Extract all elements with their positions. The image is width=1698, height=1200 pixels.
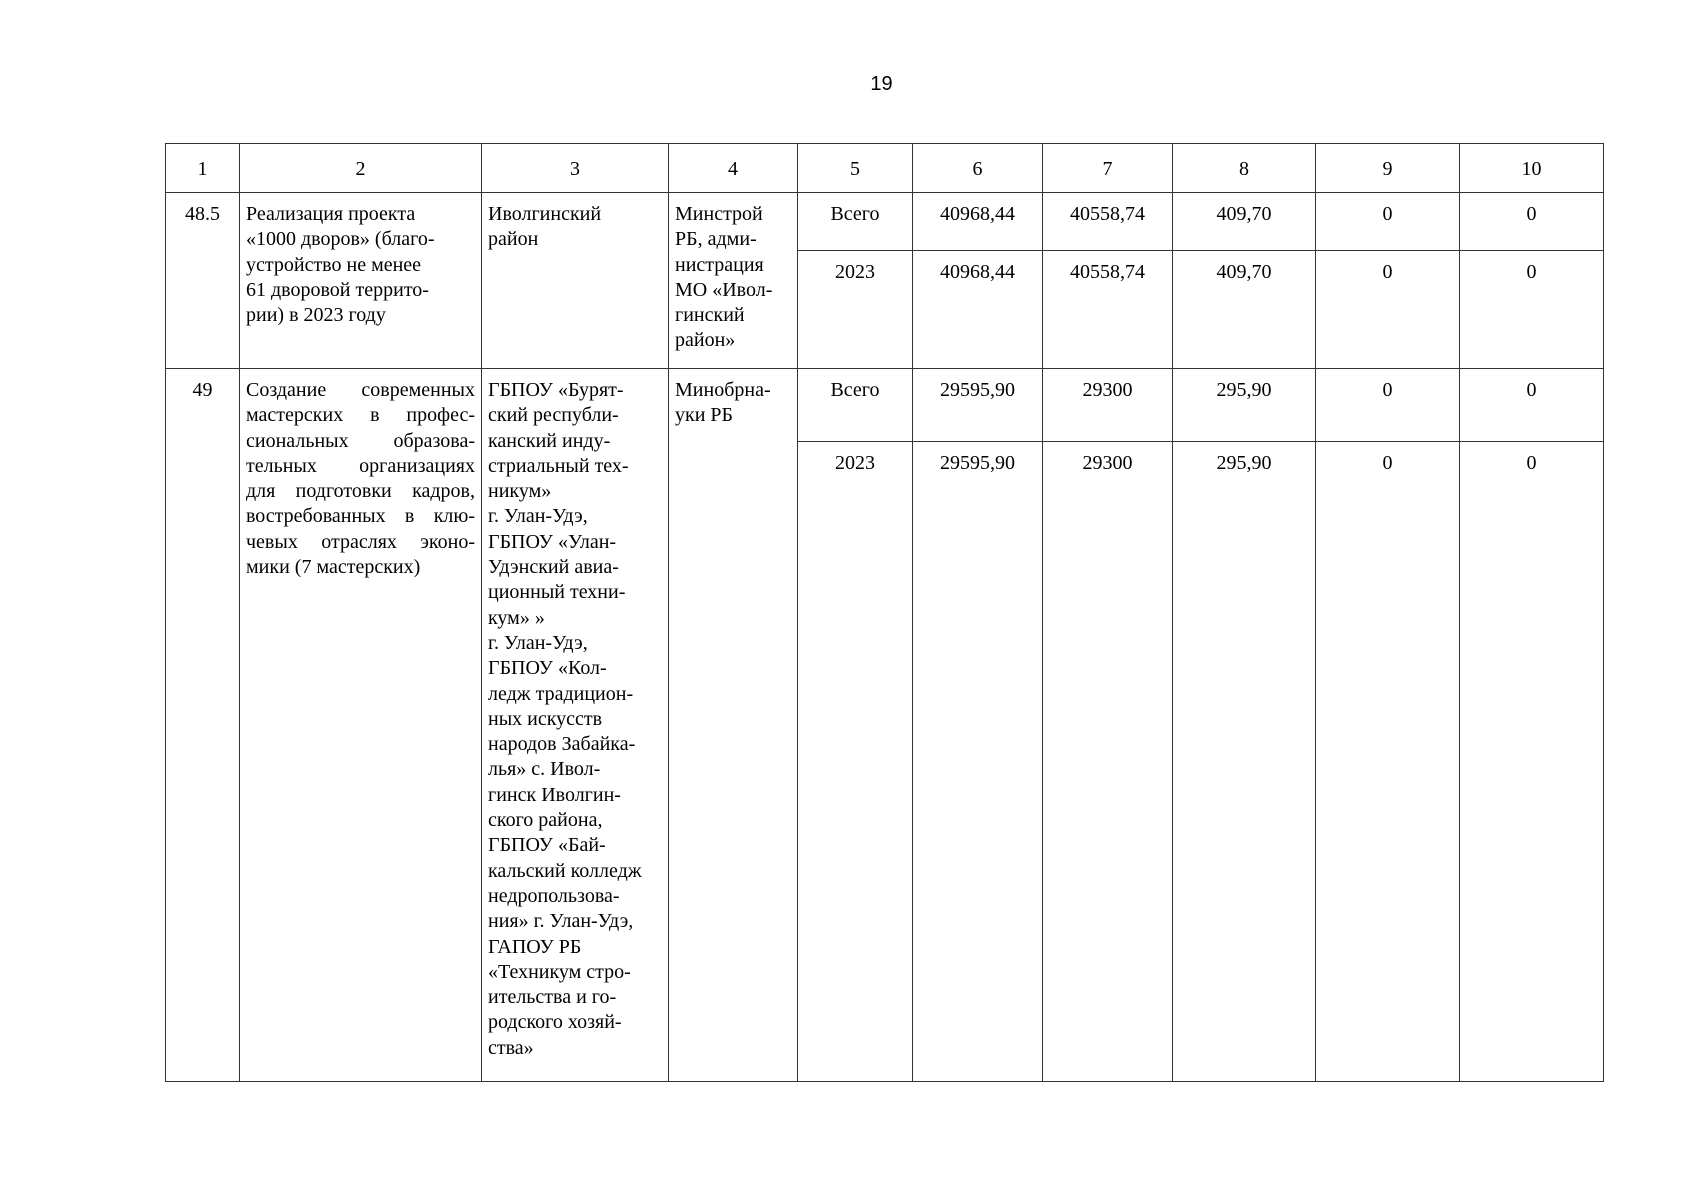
period-label: Всего [798, 369, 913, 442]
row-number: 49 [166, 369, 240, 1082]
table-row [166, 369, 1604, 442]
header-cell: 5 [798, 144, 913, 193]
amount-cell: 40558,74 [1043, 251, 1173, 369]
header-cell: 3 [482, 144, 669, 193]
header-cell: 2 [240, 144, 482, 193]
header-cell: 9 [1316, 144, 1460, 193]
header-cell: 10 [1460, 144, 1604, 193]
period-label: 2023 [798, 442, 913, 1082]
amount-cell: 0 [1460, 442, 1604, 1082]
activity-location: Иволгинский район [482, 193, 669, 369]
amount-cell: 40968,44 [913, 193, 1043, 251]
amount-cell: 0 [1316, 251, 1460, 369]
header-cell: 6 [913, 144, 1043, 193]
activity-name-line: мастерских в профес- [246, 404, 475, 427]
activity-name-line: востребованных в клю- [246, 505, 475, 528]
activity-name-line: Создание современных [246, 379, 475, 401]
activity-name-line: чевых отраслях эконо- [246, 530, 475, 553]
amount-cell: 295,90 [1173, 369, 1316, 442]
amount-cell: 295,90 [1173, 442, 1316, 1082]
amount-cell: 40968,44 [913, 251, 1043, 369]
amount-cell: 0 [1316, 193, 1460, 251]
period-label: 2023 [798, 251, 913, 369]
amount-cell: 29300 [1043, 442, 1173, 1082]
activity-name: Реализация проекта «1000 дворов» (благо- устройство не менее 61 дворовой террито- рии) в 2023 году [240, 193, 482, 369]
activity-location: ГБПОУ «Бурят- ский республи- канский инду- стриальный тех- никум» г. Улан-Удэ, ГБПОУ «Улан- Удэнский авиа- ционный техни- кум» » г. Улан-Удэ, ГБПОУ «Кол- ледж традицион- ных искусств народов Забайка- лья» с. Ивол- гинск Иволгин- ского района, ГБПОУ «Бай- кальский колледж недропользова- ния» г. Улан-Удэ, ГАПОУ РБ «Техникум стро- ительства и го- родского хозяй- ства» [482, 369, 669, 1082]
activity-executor: Минстрой РБ, адми- нистрация МО «Ивол- гинский район» [669, 193, 798, 369]
amount-cell: 40558,74 [1043, 193, 1173, 251]
table-row [166, 193, 1604, 251]
activity-name-line: тельных организациях [246, 454, 475, 477]
activity-name-line: мики (7 мастерских) [246, 556, 421, 579]
activity-executor: Минобрна- уки РБ [669, 369, 798, 1082]
amount-cell: 409,70 [1173, 251, 1316, 369]
header-cell: 1 [166, 144, 240, 193]
amount-cell: 0 [1460, 369, 1604, 442]
amount-cell: 0 [1460, 193, 1604, 251]
header-cell: 4 [669, 144, 798, 193]
header-cell: 8 [1173, 144, 1316, 193]
amount-cell: 29595,90 [913, 442, 1043, 1082]
row-number: 48.5 [166, 193, 240, 369]
activity-name [240, 369, 482, 1082]
amount-cell: 0 [1316, 442, 1460, 1082]
amount-cell: 29300 [1043, 369, 1173, 442]
activity-name-line: для подготовки кадров, [246, 480, 475, 503]
activity-name-line: сиональных образова- [246, 429, 475, 452]
period-label: Всего [798, 193, 913, 251]
budget-table [165, 143, 1604, 1082]
amount-cell: 0 [1460, 251, 1604, 369]
amount-cell: 0 [1316, 369, 1460, 442]
amount-cell: 409,70 [1173, 193, 1316, 251]
page-number: 19 [870, 73, 893, 95]
header-cell: 7 [1043, 144, 1173, 193]
table-header-row [166, 144, 1604, 193]
amount-cell: 29595,90 [913, 369, 1043, 442]
